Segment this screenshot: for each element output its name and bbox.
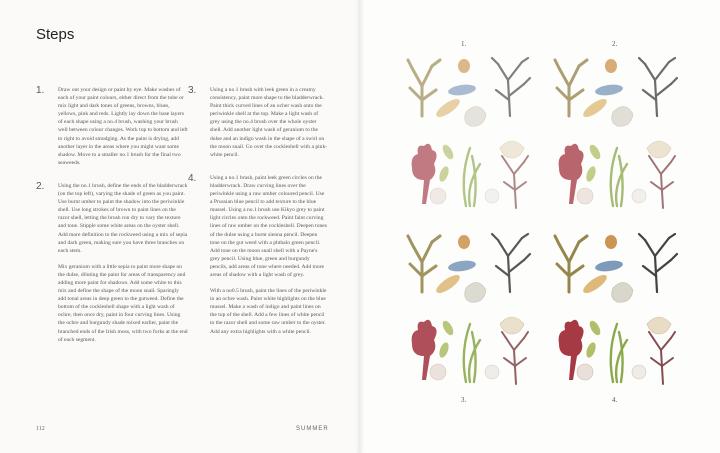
rockweed-branch <box>656 84 671 96</box>
oyster-shell <box>465 282 486 302</box>
step-paragraph: Mix geranium with a little sepia to paint more shape on the dulse, diluting the paint for areas of transparency and adding more paint for shadows. Add some white to this mix and define the shape of the moon snail. Sparingly add tonal areas in deep green to the gutweed. Define the bottom of the cockleshell shape with a light wash of ochre, then once dry, paint in four curving lines. Using the ochre and burgundy shade mixed earlier, paint the branched ends of the Irish moss, with two forks at the end of each segment. <box>58 263 188 343</box>
rockweed-seaweed <box>639 234 677 292</box>
cockleshell <box>647 317 671 334</box>
rockweed-branch <box>509 260 524 272</box>
razor-shell <box>434 96 463 120</box>
bladderwrack-branch <box>412 244 422 262</box>
irish-moss-branch <box>515 182 526 190</box>
bladderwrack-seaweed <box>408 60 440 116</box>
bladderwrack-branch <box>555 60 559 68</box>
blue-mussel <box>447 83 476 97</box>
step-number: 3. <box>188 85 197 96</box>
irish-moss-seaweed <box>502 156 528 208</box>
step-paragraph: Draw out your design or paint by eye. Make washes of each of your paint colours, either direct from the tube or mix light and dark tones of greens, browns, blues, yellows, pink and reds. Lightly lay down the base layers of each shape using a no.4 brush, washing your brush well between colour changes. Work top to bottom and left to right to avoid smudging. As the paint is drying, add another layer in the areas where you might want some shadow. Move to a smaller no.1 brush for the final two seaweeds. <box>58 87 188 166</box>
step-paragraph: Using a no.1 brush, paint leek green circles on the bladderwrack. Draw curving lines over the periwinkle using a raw umber coloured pencil. Use a Prussian blue pencil to add texture to the blue mussel. Using a no.1 brush use Kikyo grey to paint light circles onto the rockweed. Paint faint curving lines of raw umber on the cockleshell. Deepen tones of the dulse using a burnt sienna pencil. Deepen tone on the gut weed with a phthalo green pencil. Add tone on the moon snail shell with a Payne's grey pencil. Using blue, green and burgundy pencils, add areas of tone where needed. Add more areas of shadow with a light wash of grey. <box>210 174 327 278</box>
panel-label-4: 4. <box>612 396 618 404</box>
irish-moss-branch <box>502 332 506 338</box>
rockweed-branch <box>639 234 645 240</box>
small-shell <box>632 365 646 379</box>
green-leaf <box>441 319 456 337</box>
bladderwrack-branch <box>555 236 559 244</box>
step-1 <box>36 86 188 175</box>
irish-moss-branch <box>649 156 653 162</box>
bladderwrack-branch <box>579 236 587 242</box>
rockweed-branch <box>498 64 508 80</box>
irish-moss-branch <box>504 358 515 366</box>
bladderwrack-branch <box>559 244 569 262</box>
step-body <box>58 182 188 352</box>
gutweed-seaweed <box>611 324 627 382</box>
oyster-shell <box>465 106 486 126</box>
irish-moss-branch <box>661 162 671 174</box>
rockweed-branch <box>508 238 522 256</box>
rockweed-branch <box>509 84 524 96</box>
irish-moss-branch <box>651 182 662 190</box>
step-3 <box>188 86 328 167</box>
rockweed-branch <box>508 62 522 80</box>
rockweed-branch <box>496 90 509 100</box>
panel-label-1: 1. <box>461 40 467 48</box>
rockweed-branch <box>522 234 528 238</box>
rockweed-branch <box>655 238 669 256</box>
bladderwrack-branch <box>422 266 436 276</box>
irish-moss-branch <box>515 358 526 366</box>
rockweed-branch <box>669 58 675 62</box>
irish-moss-branch <box>506 338 514 350</box>
rockweed-branch <box>522 58 528 62</box>
step-paragraph: Using a no.1 brush with leek green in a creamy consistency, paint more shape to the bladderwrack. Paint thick curved lines of an ocher wash onto the periwinkle shell at the top. Make a light wash of grey using the no.4 brush over the whole oyster shell. Add another light wash of geranium to the dulse and an indigo wash in the shape of a swirl on the moon snail. Go over the cockleshell with a pink-white pencil. <box>210 87 328 158</box>
panel-label-2: 2. <box>612 40 618 48</box>
green-leaf <box>585 341 598 359</box>
page-number: 112 <box>36 426 45 432</box>
bladderwrack-branch <box>410 88 422 100</box>
bladderwrack-branch <box>408 236 412 244</box>
rockweed-branch <box>671 78 677 84</box>
step-2 <box>36 182 188 352</box>
rockweed-seaweed <box>492 58 530 116</box>
razor-shell <box>581 96 610 120</box>
rockweed-branch <box>656 260 671 272</box>
periwinkle-shell <box>605 235 617 249</box>
periwinkle-shell <box>605 59 617 73</box>
gutweed-seaweed <box>464 324 480 382</box>
irish-moss-branch <box>662 358 673 366</box>
rockweed-branch <box>524 78 530 84</box>
irish-moss-branch <box>661 338 671 350</box>
irish-moss-branch <box>514 162 524 174</box>
bladderwrack-seaweed <box>408 236 440 292</box>
bladderwrack-seaweed <box>555 60 587 116</box>
oyster-shell <box>612 106 633 126</box>
irish-moss-branch <box>653 338 661 350</box>
rockweed-branch <box>645 64 655 80</box>
step-number: 1. <box>36 85 45 96</box>
bladderwrack-branch <box>569 242 579 262</box>
rockweed-branch <box>655 80 657 116</box>
irish-moss-branch <box>671 156 675 162</box>
bladderwrack-branch <box>422 90 436 100</box>
rockweed-branch <box>643 90 656 100</box>
irish-moss-branch <box>661 174 663 208</box>
green-leaf <box>441 143 456 161</box>
bladderwrack-branch <box>559 68 569 86</box>
bladderwrack-branch <box>579 60 587 66</box>
illustration-panel-1 <box>404 56 534 216</box>
step-number: 4. <box>188 172 197 184</box>
step-paragraph: With a no0.5 brush, paint the lines of the periwinkle in an ochre wash. Paint white highlights on the blue mussel. Make a wash of indigo and paint lines on the top of the shell. Add a few lines of white pencil to the razor shell and some raw umber to the oyster. Add any extra highlights with a white pencil. <box>210 288 327 335</box>
small-shell <box>485 189 499 203</box>
irish-moss-branch <box>653 162 661 174</box>
blue-mussel <box>447 259 476 273</box>
moon-snail-shell <box>577 188 593 204</box>
irish-moss-branch <box>514 338 524 350</box>
rockweed-branch <box>496 266 509 276</box>
section-name: SUMMER <box>296 426 329 432</box>
book-gutter <box>356 0 364 453</box>
illustration-panel-2 <box>551 56 681 216</box>
razor-shell <box>434 272 463 296</box>
irish-moss-branch <box>661 350 663 384</box>
bladderwrack-branch <box>569 90 583 100</box>
irish-moss-branch <box>651 358 662 366</box>
small-shell <box>632 189 646 203</box>
cockleshell <box>500 141 524 158</box>
steps-column-right <box>188 86 328 351</box>
blue-mussel <box>594 83 623 97</box>
step-number: 2. <box>36 180 45 192</box>
rockweed-branch <box>639 58 645 64</box>
bladderwrack-branch <box>432 60 440 66</box>
rockweed-branch <box>643 266 656 276</box>
bladderwrack-branch <box>432 236 440 242</box>
green-leaf <box>588 143 603 161</box>
panel-label-3: 3. <box>461 396 467 404</box>
rockweed-branch <box>655 256 657 292</box>
moon-snail-shell <box>430 364 446 380</box>
illustration-panel-4 <box>551 232 681 392</box>
step-paragraph: Using the no.1 brush, define the ends of the bladderwrack (on the top left), varying the shade of green as you paint. Use burnt umber to paint the shadow into the periwinkle shell. Use long strokes of brown to paint lines on the razor shell, letting the brush run dry to vary the texture and tone. Stipple some white areas on the oyster shell. Add more definition to the rockweed using a mix of sepia and dark green, making sure you have three branches on each stem. <box>58 182 188 254</box>
moon-snail-shell <box>430 188 446 204</box>
irish-moss-branch <box>671 332 675 338</box>
bladderwrack-branch <box>422 242 432 262</box>
rockweed-branch <box>492 234 498 240</box>
bladderwrack-branch <box>410 264 422 276</box>
gutweed-seaweed <box>464 148 480 206</box>
irish-moss-branch <box>662 182 673 190</box>
green-leaf <box>438 165 451 183</box>
bladderwrack-seaweed <box>555 236 587 292</box>
irish-moss-branch <box>506 162 514 174</box>
irish-moss-seaweed <box>649 332 675 384</box>
bladderwrack-branch <box>422 66 432 86</box>
bladderwrack-branch <box>557 264 569 276</box>
bladderwrack-branch <box>569 266 583 276</box>
bladderwrack-branch <box>569 66 579 86</box>
rockweed-seaweed <box>639 58 677 116</box>
moon-snail-shell <box>577 364 593 380</box>
illustration-panel-3 <box>404 232 534 392</box>
step-body <box>210 86 328 167</box>
green-leaf <box>588 319 603 337</box>
rockweed-branch <box>671 254 677 260</box>
rockweed-branch <box>655 62 669 80</box>
rockweed-branch <box>508 80 510 116</box>
irish-moss-seaweed <box>649 156 675 208</box>
irish-moss-branch <box>524 156 528 162</box>
blue-mussel <box>594 259 623 273</box>
small-shell <box>485 365 499 379</box>
irish-moss-branch <box>504 182 515 190</box>
rockweed-branch <box>669 234 675 238</box>
bladderwrack-branch <box>408 60 412 68</box>
rockweed-branch <box>492 58 498 64</box>
oyster-shell <box>612 282 633 302</box>
irish-moss-seaweed <box>502 332 528 384</box>
bladderwrack-branch <box>412 68 422 86</box>
rockweed-branch <box>498 240 508 256</box>
step-body <box>210 174 328 344</box>
steps-column-left <box>36 86 188 359</box>
cockleshell <box>647 141 671 158</box>
irish-moss-branch <box>524 332 528 338</box>
bladderwrack-branch <box>557 88 569 100</box>
cockleshell <box>500 317 524 334</box>
page-title: Steps <box>36 26 75 43</box>
rockweed-branch <box>508 256 510 292</box>
step-4 <box>188 174 328 344</box>
razor-shell <box>581 272 610 296</box>
periwinkle-shell <box>458 235 470 249</box>
gutweed-seaweed <box>611 148 627 206</box>
rockweed-branch <box>524 254 530 260</box>
periwinkle-shell <box>458 59 470 73</box>
green-leaf <box>585 165 598 183</box>
rockweed-seaweed <box>492 234 530 292</box>
irish-moss-branch <box>514 174 516 208</box>
irish-moss-branch <box>514 350 516 384</box>
step-body <box>58 86 188 175</box>
irish-moss-branch <box>502 156 506 162</box>
green-leaf <box>438 341 451 359</box>
irish-moss-branch <box>649 332 653 338</box>
rockweed-branch <box>645 240 655 256</box>
